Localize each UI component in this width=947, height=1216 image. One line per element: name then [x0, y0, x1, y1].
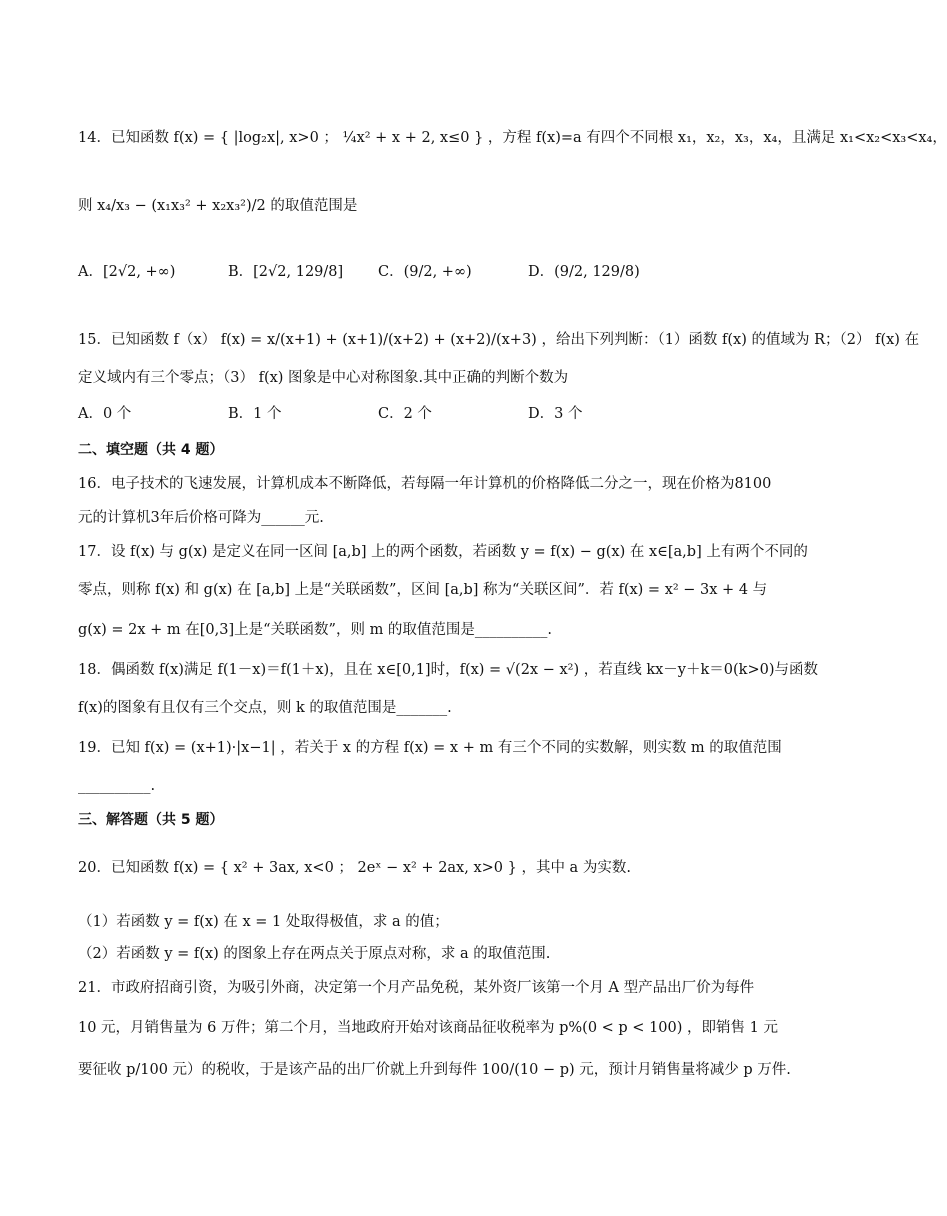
q14-choice-c: C．(9/2, +∞)	[378, 264, 472, 280]
q20-part2: （2）若函数 y = f(x) 的图象上存在两点关于原点对称，求 a 的取值范围.	[78, 946, 551, 962]
q21-line1: 21．市政府招商引资，为吸引外商，决定第一个月产品免税，某外资厂该第一个月 A 型产品出厂价为每件	[78, 980, 755, 996]
q15-choice-c: C．2 个	[378, 406, 432, 422]
q21-line3: 要征收 p/100 元）的税收，于是该产品的出厂价就上升到每件 100/(10 − p) 元，预计月销售量将减少 p 万件.	[78, 1062, 791, 1078]
q17-line3: g(x) = 2x + m 在[0,3]上是“关联函数”，则 m 的取值范围是__________.	[78, 622, 553, 638]
q14-line1: 14．已知函数 f(x) = { |log₂x|, x>0 ； ¼x² + x + 2, x≤0 } ，方程 f(x)=a 有四个不同根 x₁，x₂，x₃，x₄，且满足 x₁<x₂<x₃<x₄，	[78, 130, 947, 146]
q14-choice-a: A．[2√2, +∞)	[78, 264, 176, 280]
q18-line1: 18．偶函数 f(x)满足 f(1－x)＝f(1＋x)，且在 x∈[0,1]时，f(x) = √(2x − x²) ，若直线 kx－y＋k＝0(k>0)与函数	[78, 662, 818, 678]
q15-choice-d: D．3 个	[528, 406, 583, 422]
q21-line2: 10 元，月销售量为 6 万件；第二个月，当地政府开始对该商品征收税率为 p%(0 < p < 100) ，即销售 1 元	[78, 1020, 778, 1036]
q15-line2: 定义域内有三个零点；（3） f(x) 图象是中心对称图象.其中正确的判断个数为	[78, 370, 569, 386]
q15-choice-b: B．1 个	[228, 406, 282, 422]
q16-line2: 元的计算机3年后价格可降为______元.	[78, 510, 324, 526]
q17-line1: 17．设 f(x) 与 g(x) 是定义在同一区间 [a,b] 上的两个函数，若函数 y = f(x) − g(x) 在 x∈[a,b] 上有两个不同的	[78, 544, 808, 560]
q16-line1: 16．电子技术的飞速发展，计算机成本不断降低，若每隔一年计算机的价格降低二分之一，现在价格为8100	[78, 476, 772, 492]
q19-line2: __________.	[78, 778, 156, 794]
q14-choice-d: D．(9/2, 129/8)	[528, 264, 640, 280]
q18-line2: f(x)的图象有且仅有三个交点，则 k 的取值范围是_______.	[78, 700, 452, 716]
q20-line1: 20．已知函数 f(x) = { x² + 3ax, x<0 ； 2eˣ − x² + 2ax, x>0 } ，其中 a 为实数.	[78, 860, 631, 876]
q14-line2: 则 x₄/x₃ − (x₁x₃² + x₂x₃²)/2 的取值范围是	[78, 198, 358, 214]
section-solutions: 三、解答题（共 5 题）	[78, 812, 224, 828]
q19-line1: 19．已知 f(x) = (x+1)·|x−1| ，若关于 x 的方程 f(x) = x + m 有三个不同的实数解，则实数 m 的取值范围	[78, 740, 782, 756]
q17-line2: 零点，则称 f(x) 和 g(x) 在 [a,b] 上是“关联函数”，区间 [a,b] 称为“关联区间”．若 f(x) = x² − 3x + 4 与	[78, 582, 768, 598]
q15-choice-a: A．0 个	[78, 406, 132, 422]
q15-line1: 15．已知函数 f（x） f(x) = x/(x+1) + (x+1)/(x+2) + (x+2)/(x+3) ，给出下列判断：（1）函数 f(x) 的值域为 R；（2） f(x) 在	[78, 332, 920, 348]
q14-choice-b: B．[2√2, 129/8]	[228, 264, 344, 280]
section-fill-in: 二、填空题（共 4 题）	[78, 442, 224, 458]
q20-part1: （1）若函数 y = f(x) 在 x = 1 处取得极值，求 a 的值；	[78, 914, 449, 930]
